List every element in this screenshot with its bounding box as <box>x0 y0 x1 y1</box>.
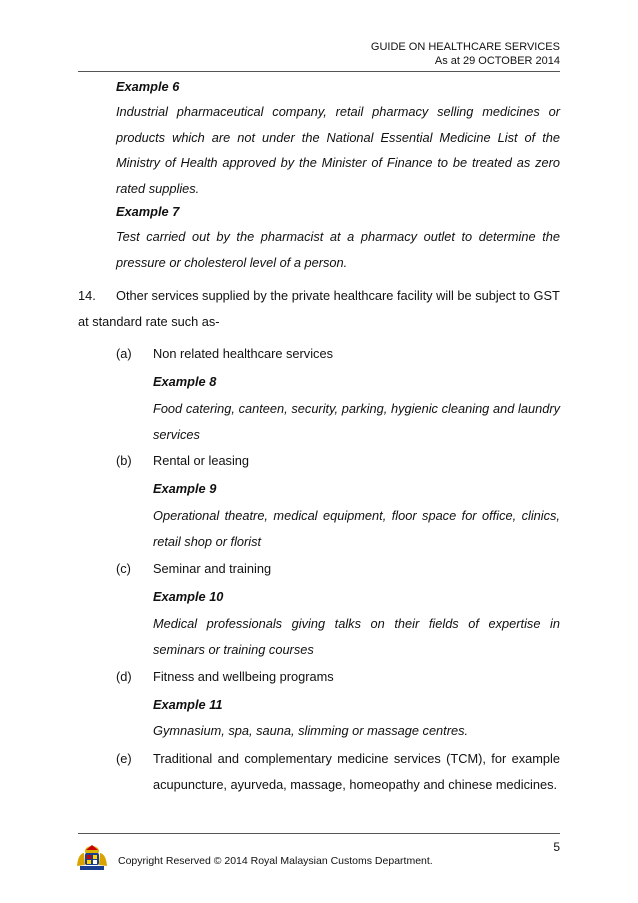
example-11-text: Gymnasium, spa, sauna, slimming or massage centres. <box>153 723 469 738</box>
example-8-title: Example 8 <box>153 374 217 389</box>
example-7-title: Example 7 <box>116 204 180 219</box>
paragraph-14-text: Other services supplied by the private healthcare facility will be subject to GST at standard rate such as- <box>78 288 560 329</box>
page-number: 5 <box>553 840 560 854</box>
example-11-title: Example 11 <box>153 697 223 712</box>
malaysia-coat-of-arms-icon <box>74 842 110 872</box>
paragraph-14-number: 14. <box>78 288 96 303</box>
item-d-label: (d) <box>116 669 132 684</box>
item-c-text: Seminar and training <box>153 561 272 576</box>
header-date: As at 29 OCTOBER 2014 <box>434 55 560 67</box>
example-6-title: Example 6 <box>116 79 180 94</box>
item-a-label: (a) <box>116 346 132 361</box>
paragraph-14 <box>78 283 560 334</box>
running-header <box>371 40 560 68</box>
item-b-label: (b) <box>116 453 132 468</box>
footer-rule <box>78 833 560 834</box>
example-7-text: Test carried out by the pharmacist at a pharmacy outlet to determine the pressure or cholesterol level of a person. <box>116 229 560 270</box>
example-10-text: Medical professionals giving talks on their fields of expertise in seminars or training courses <box>153 616 560 657</box>
example-10-title: Example 10 <box>153 589 224 604</box>
example-8-text: Food catering, canteen, security, parking, hygienic cleaning and laundry services <box>153 401 560 442</box>
item-c-label: (c) <box>116 561 131 576</box>
item-a-text: Non related healthcare services <box>153 346 333 361</box>
example-9-text: Operational theatre, medical equipment, floor space for office, clinics, retail shop or florist <box>153 508 560 549</box>
item-e-text: Traditional and complementary medicine services (TCM), for example acupuncture, ayurveda, massage, homeopathy and chinese medicines. <box>153 751 560 792</box>
item-e-label: (e) <box>116 751 132 766</box>
copyright-text: Copyright Reserved © 2014 Royal Malaysian Customs Department. <box>118 855 433 867</box>
header-title: GUIDE ON HEALTHCARE SERVICES <box>370 41 560 53</box>
header-rule <box>78 71 560 72</box>
item-b-text: Rental or leasing <box>153 453 250 468</box>
example-6-text: Industrial pharmaceutical company, retail pharmacy selling medicines or products which are not under the National Essential Medicine List of the Ministry of Health approved by the Minister of Finance to be treated as zero rated supplies. <box>116 104 560 196</box>
example-9-title: Example 9 <box>153 481 217 496</box>
item-d-text: Fitness and wellbeing programs <box>153 669 334 684</box>
